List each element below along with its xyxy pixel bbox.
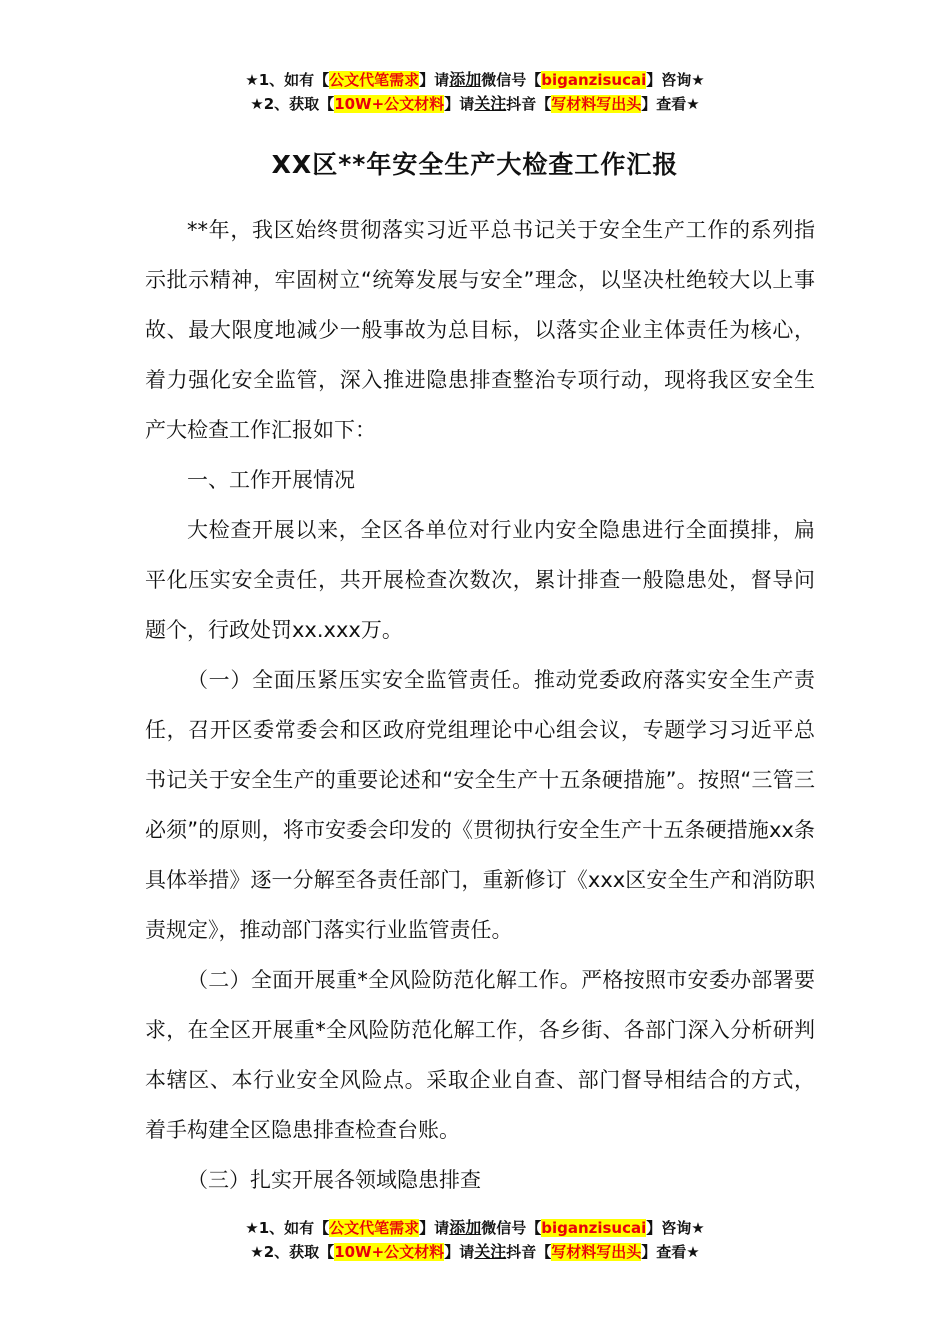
paragraph-intro: **年，我区始终贯彻落实习近平总书记关于安全生产工作的系列指示批示精神，牢固树立“统筹发展与安全”理念，以坚决杜绝较大以上事故、最大限度地减少一般事故为总目标，以落实企业主体责任为核心，着力强化安全监管，深入推进隐患排查整治专项行动，现将我区安全生产大检查工作汇报如下： (145, 218, 815, 442)
document-body (145, 205, 815, 1205)
section-heading: 一、工作开展情况 (187, 468, 355, 492)
footer-banner (0, 1216, 950, 1264)
document-title: XX区**年安全生产大检查工作汇报 (271, 150, 679, 179)
paragraph-overview: 大检查开展以来，全区各单位对行业内安全隐患进行全面摸排，扁平化压实安全责任，共开展检查次数次，累计排查一般隐患处，督导问题个，行政处罚xx.xxx万。 (145, 518, 815, 642)
header-banner (0, 68, 950, 116)
paragraph-item-3: （三）扎实开展各领域隐患排查 (187, 1168, 481, 1192)
banner-line-1: ★1、如有【公文代笔需求】请添加微信号【biganzisucai】咨询★ (245, 1218, 705, 1237)
banner-line-2: ★2、获取【10W+公文材料】请关注抖音【写材料写出头】查看★ (250, 1242, 700, 1261)
paragraph-item-1: （一）全面压紧压实安全监管责任。推动党委政府落实安全生产责任，召开区委常委会和区政府党组理论中心组会议，专题学习习近平总书记关于安全生产的重要论述和“安全生产十五条硬措施”。按照“三管三必须”的原则，将市安委会印发的《贯彻执行安全生产十五条硬措施xx条具体举措》逐一分解至各责任部门，重新修订《xxx区安全生产和消防职责规定》，推动部门落实行业监管责任。 (145, 668, 815, 942)
banner-highlight: 公文代笔需求 (329, 71, 420, 89)
banner-douyin-id: 写材料写出头 (551, 1243, 642, 1261)
banner-line-2: ★2、获取【10W+公文材料】请关注抖音【写材料写出头】查看★ (250, 94, 700, 113)
banner-douyin-id: 写材料写出头 (551, 95, 642, 113)
banner-highlight: 10W+公文材料 (334, 95, 445, 113)
paragraph-item-2: （二）全面开展重*全风险防范化解工作。严格按照市安委办部署要求，在全区开展重*全风险防范化解工作，各乡街、各部门深入分析研判本辖区、本行业安全风险点。采取企业自查、部门督导相结合的方式，着手构建全区隐患排查检查台账。 (145, 968, 815, 1142)
banner-highlight: 公文代笔需求 (329, 1219, 420, 1237)
banner-wechat-id: biganzisucai (541, 1219, 647, 1237)
banner-highlight: 10W+公文材料 (334, 1243, 445, 1261)
banner-line-1: ★1、如有【公文代笔需求】请添加微信号【biganzisucai】咨询★ (245, 70, 705, 89)
banner-wechat-id: biganzisucai (541, 71, 647, 89)
